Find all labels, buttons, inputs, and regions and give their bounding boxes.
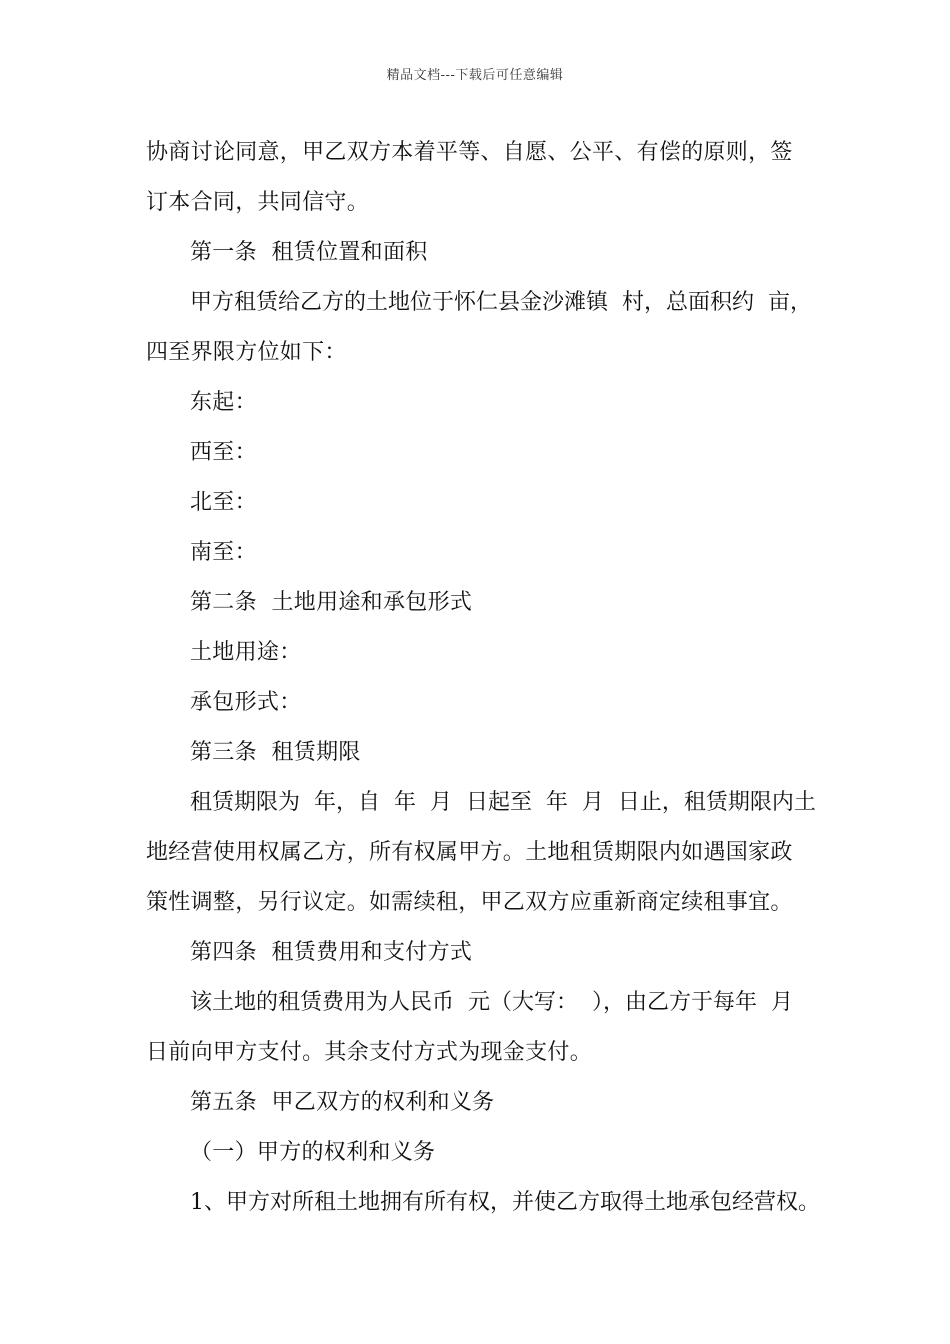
paragraph-line: 租赁期限为 年，自 年 月 日起至 年 月 日止，租赁期限内土 [190,790,816,815]
paragraph-line: 地经营使用权属乙方，所有权属甲方。土地租赁期限内如遇国家政 [146,840,793,865]
boundary-west: 西至： [190,440,257,465]
paragraph-line: 1、甲方对所租土地拥有所有权，并使乙方取得土地承包经营权。 [190,1190,820,1215]
paragraph-line: 该土地的租赁费用为人民币 元（大写： ），由乙方于每年 月 [190,990,793,1015]
paragraph-line: 订本合同，共同信守。 [146,190,370,215]
article-heading: 第五条 甲乙双方的权利和义务 [190,1090,495,1115]
paragraph-line: 甲方租赁给乙方的土地位于怀仁县金沙滩镇 村，总面积约 亩， [190,290,812,315]
article-heading: 第一条 租赁位置和面积 [190,240,428,265]
boundary-north: 北至： [190,490,257,515]
article-heading: 第三条 租赁期限 [190,740,361,765]
land-use-field: 土地用途： [190,640,302,665]
paragraph-line: 四至界限方位如下： [146,340,347,365]
article-heading: 第四条 租赁费用和支付方式 [190,940,473,965]
contract-form-field: 承包形式： [190,690,302,715]
page-header: 精品文档---下载后可任意编辑 [386,68,564,83]
section-heading: （一）甲方的权利和义务 [190,1140,436,1165]
boundary-south: 南至： [190,540,257,565]
paragraph-line: 协商讨论同意，甲乙双方本着平等、自愿、公平、有偿的原则，签 [146,140,793,165]
article-heading: 第二条 土地用途和承包形式 [190,590,473,615]
boundary-east: 东起： [190,390,257,415]
document-body [146,128,818,1228]
paragraph-line: 日前向甲方支付。其余支付方式为现金支付。 [146,1040,593,1065]
paragraph-line: 策性调整，另行议定。如需续租，甲乙双方应重新商定续租事宜。 [146,890,793,915]
